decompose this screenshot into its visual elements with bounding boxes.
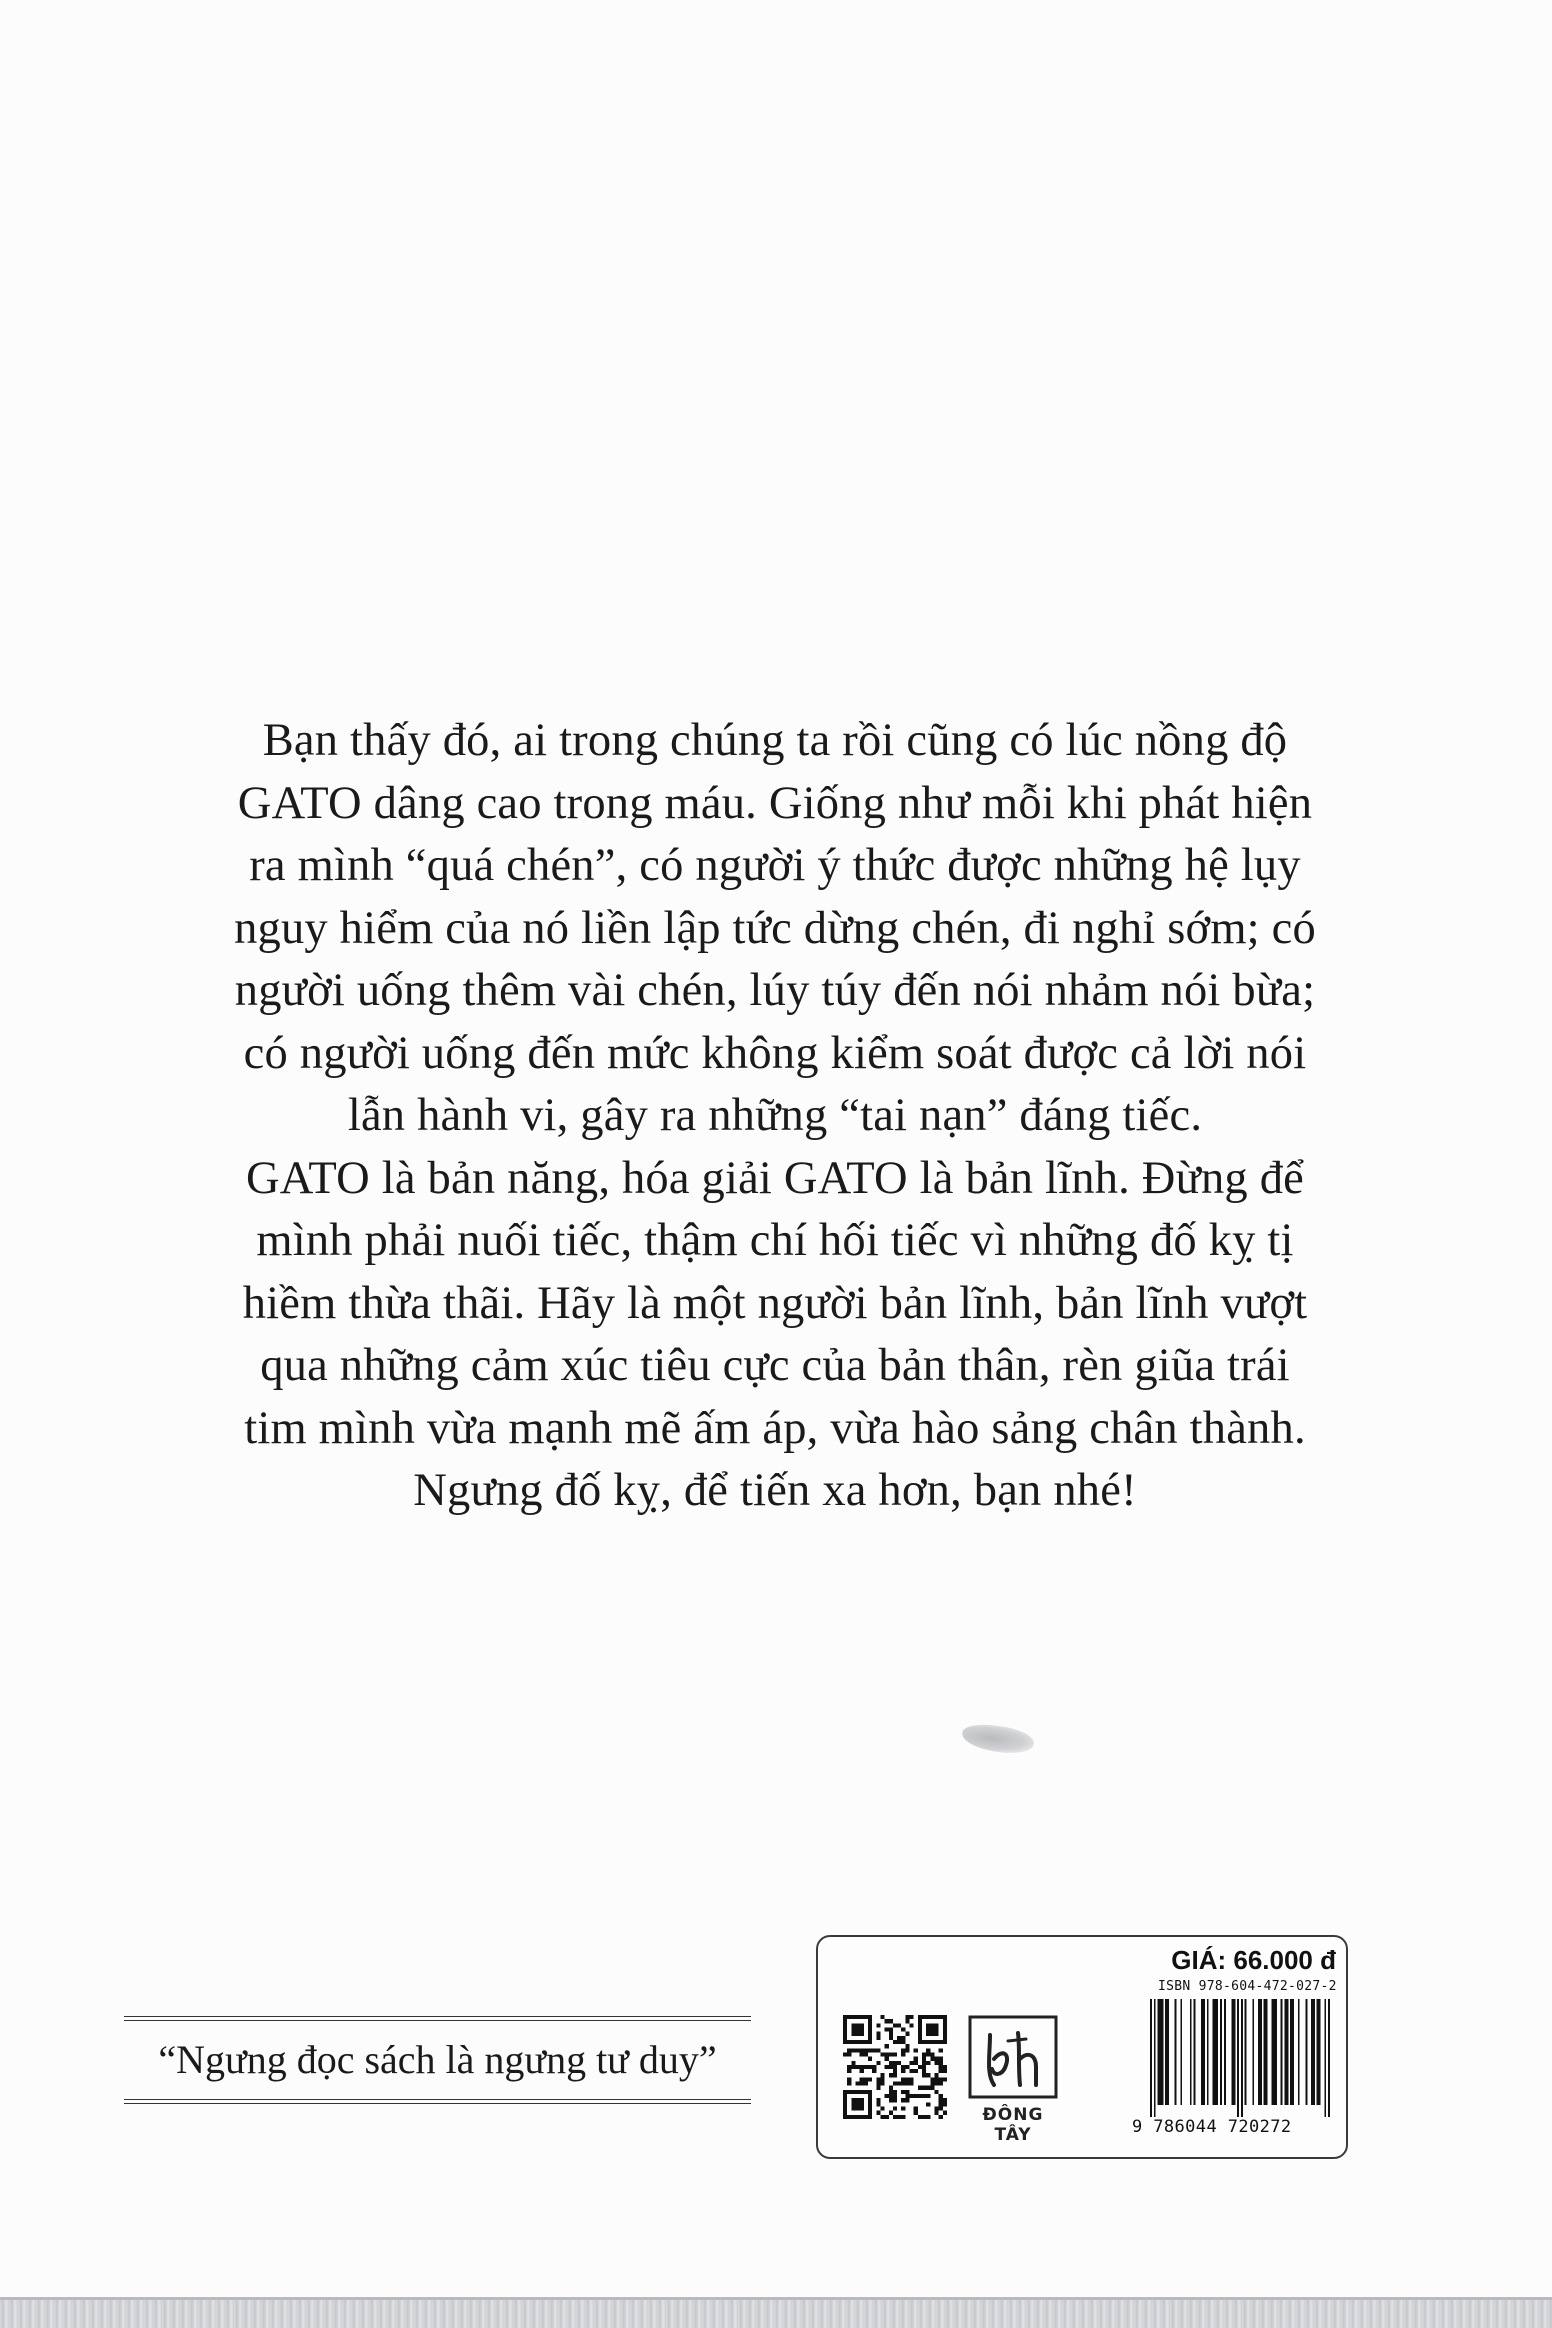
blurb-line: GATO là bản năng, hóa giải GATO là bản lĩnh. Đừng để — [246, 1152, 1304, 1204]
barcode-bar — [1150, 1999, 1152, 2117]
blurb-line: có người uống đến mức không kiểm soát được cả lời nói — [243, 1027, 1307, 1079]
barcode-bar — [1285, 1999, 1287, 2105]
barcode-bar — [1241, 1999, 1243, 2117]
barcode-bar — [1207, 1999, 1209, 2105]
blurb-line: người uống thêm vài chén, lúy túy đến nói nhảm nói bừa; — [234, 965, 1316, 1016]
quote-rule-bottom — [124, 2099, 751, 2104]
blurb-line: Ngưng đố kỵ, để tiến xa hơn, bạn nhé! — [413, 1465, 1137, 1516]
barcode-bar — [1231, 1999, 1233, 2105]
blurb-line: GATO dâng cao trong máu. Giống như mỗi khi phát hiện — [237, 777, 1313, 829]
barcode-bar — [1319, 1999, 1321, 2105]
barcode-digits: 9 786044 720272 — [1132, 2117, 1292, 2137]
barcode-bar — [1158, 1999, 1160, 2105]
price-barcode-panel — [816, 1935, 1348, 2159]
barcode-bar — [1252, 1999, 1254, 2105]
barcode-bar — [1180, 1999, 1182, 2105]
barcode-bar — [1161, 1999, 1163, 2105]
blurb-text — [120, 710, 1430, 1523]
barcode-bar — [1264, 1999, 1266, 2105]
barcode-bar — [1311, 1999, 1313, 2105]
barcode-bar — [1203, 1999, 1205, 2105]
blurb-line: hiềm thừa thãi. Hãy là một người bản lĩnh, bản lĩnh vượt — [242, 1277, 1308, 1329]
barcode-bar — [1154, 1999, 1156, 2117]
barcode-bar — [1317, 1999, 1319, 2105]
blurb-line: Bạn thấy đó, ai trong chúng ta rồi cũng có lúc nồng độ — [262, 715, 1288, 766]
isbn-label: ISBN 978-604-472-027-2 — [1158, 1979, 1337, 1994]
barcode-bar — [1266, 1999, 1268, 2105]
barcode-bar — [1260, 1999, 1262, 2105]
barcode-bar — [1305, 1999, 1307, 2105]
blurb-line: nguy hiểm của nó liền lập tức dừng chén, đi nghỉ sớm; có — [234, 902, 1316, 954]
qr-code-icon — [843, 2015, 947, 2119]
barcode-bar — [1165, 1999, 1167, 2105]
dong-tay-logo-icon — [968, 2015, 1058, 2099]
price-label: GIÁ: 66.000 đ — [1171, 1945, 1336, 1975]
barcode-bar — [1273, 1999, 1275, 2105]
blurb-line: tim mình vừa mạnh mẽ ấm áp, vừa hào sảng chân thành. — [244, 1402, 1306, 1454]
barcode-bar — [1237, 1999, 1239, 2117]
barcode-bar — [1275, 1999, 1277, 2105]
blurb-line: mình phải nuối tiếc, thậm chí hối tiếc vì những đố kỵ tị — [256, 1215, 1294, 1266]
barcode-bar — [1292, 1999, 1294, 2105]
barcode-bar — [1194, 1999, 1196, 2105]
barcode-icon — [1150, 1999, 1330, 2117]
barcode-bar — [1281, 1999, 1283, 2105]
quote-text: “Ngưng đọc sách là ngưng tư duy” — [158, 2037, 717, 2082]
publisher-name: ĐÔNG TÂY — [982, 2105, 1044, 2145]
scan-edge — [0, 2300, 1552, 2328]
barcode-bar — [1233, 1999, 1235, 2105]
barcode-bar — [1159, 1999, 1161, 2105]
barcode-bar — [1224, 1999, 1226, 2105]
barcode-bar — [1190, 1999, 1192, 2105]
barcode-bar — [1216, 1999, 1218, 2105]
barcode-bar — [1175, 1999, 1177, 2105]
barcode-bar — [1245, 1999, 1247, 2105]
barcode-bar — [1290, 1999, 1292, 2105]
paper-smudge — [961, 1722, 1035, 1755]
barcode-bar — [1286, 1999, 1288, 2105]
blurb-line: ra mình “quá chén”, có người ý thức được những hệ lụy — [249, 840, 1301, 891]
blurb-line: qua những cảm xúc tiêu cực của bản thân, rèn giũa trái — [260, 1340, 1290, 1391]
quote-box — [124, 2016, 751, 2104]
barcode-bar — [1324, 1999, 1326, 2117]
barcode-bar — [1328, 1999, 1330, 2117]
blurb-line: lẫn hành vi, gây ra những “tai nạn” đáng tiếc. — [347, 1090, 1203, 1141]
barcode-bar — [1258, 1999, 1260, 2105]
barcode-bar — [1298, 1999, 1300, 2105]
barcode-bar — [1167, 1999, 1169, 2105]
barcode-bar — [1201, 1999, 1203, 2105]
barcode-bar — [1220, 1999, 1222, 2105]
barcode-bar — [1271, 1999, 1273, 2105]
quote-rule-top — [124, 2016, 751, 2021]
barcode-bar — [1214, 1999, 1216, 2105]
barcode-bar — [1313, 1999, 1315, 2105]
barcode-bar — [1213, 1999, 1215, 2105]
